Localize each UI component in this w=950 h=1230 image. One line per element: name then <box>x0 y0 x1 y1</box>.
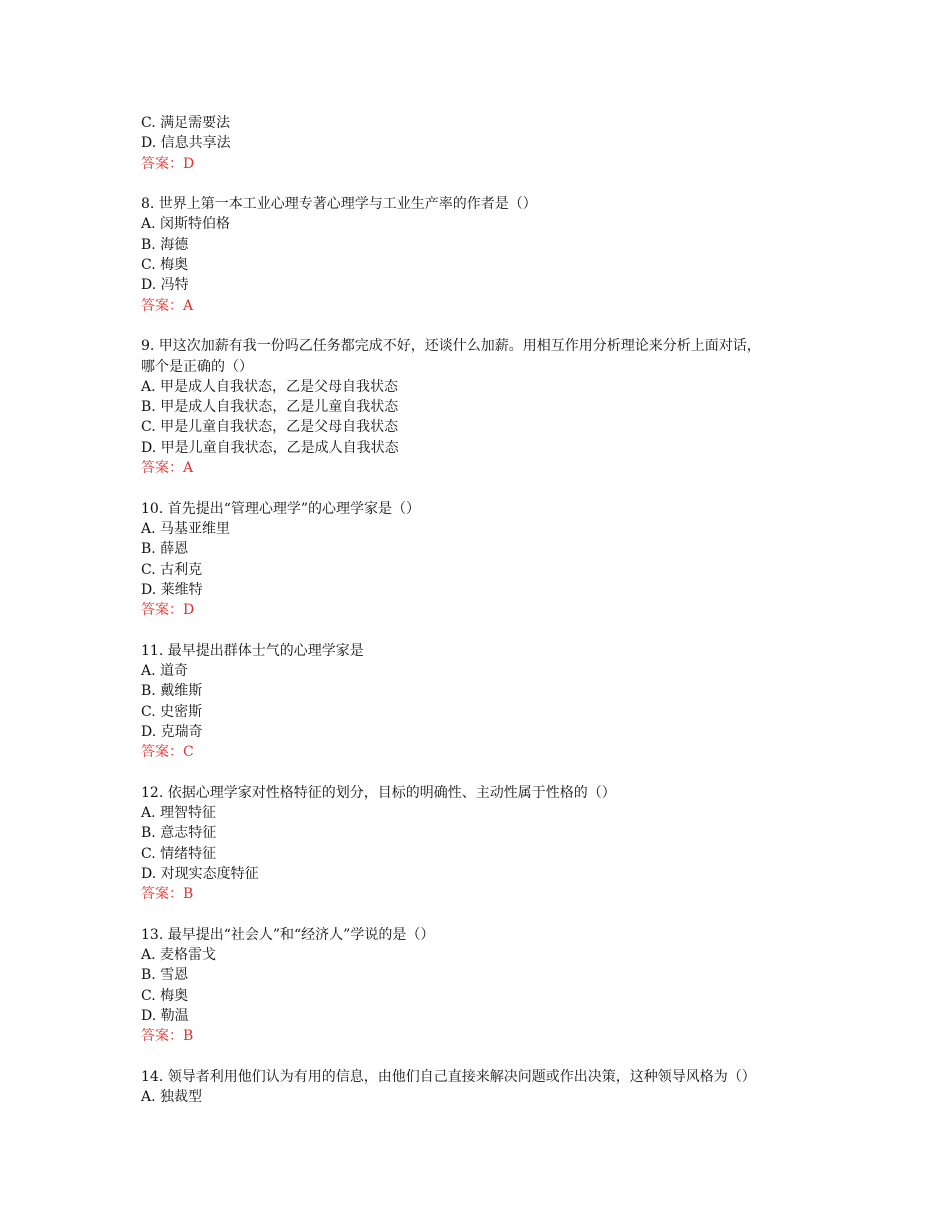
question-text: 9. 甲这次加薪有我一份吗乙任务都完成不好，还谈什么加薪。用相互作用分析理论来分析上面对话， <box>141 338 761 355</box>
option-a: A. 道奇 <box>141 663 189 680</box>
answer-line: 答案：D <box>141 602 195 619</box>
spacer <box>141 620 831 640</box>
option-c: C. 梅奥 <box>141 257 189 274</box>
option-c: C. 甲是儿童自我状态，乙是父母自我状态 <box>141 419 399 436</box>
question-text: 12. 依据心理学家对性格特征的划分，目标的明确性、主动性属于性格的（） <box>141 784 616 801</box>
option-d: D. 莱维特 <box>141 581 203 598</box>
option-b: B. 戴维斯 <box>141 683 203 700</box>
question-11 <box>141 641 831 763</box>
option-b: B. 意志特征 <box>141 825 217 842</box>
option-d: D. 信息共享法 <box>141 135 231 152</box>
previous-question-tail <box>141 113 831 174</box>
spacer <box>141 763 831 783</box>
option-d: D. 勒温 <box>141 1008 189 1025</box>
question-8 <box>141 194 831 316</box>
question-text-continued: 哪个是正确的（） <box>141 358 253 375</box>
option-d: D. 对现实态度特征 <box>141 865 259 882</box>
spacer <box>141 174 831 194</box>
option-b: B. 甲是成人自我状态，乙是儿童自我状态 <box>141 399 399 416</box>
question-10 <box>141 499 831 621</box>
spacer <box>141 316 831 336</box>
question-text: 13. 最早提出“社会人”和“经济人”学说的是（） <box>141 926 435 943</box>
question-14 <box>141 1067 831 1108</box>
document-page <box>141 113 831 1108</box>
spacer <box>141 478 831 498</box>
spacer <box>141 1047 831 1067</box>
spacer <box>141 905 831 925</box>
option-d: D. 甲是儿童自我状态，乙是成人自我状态 <box>141 439 399 456</box>
option-c: C. 史密斯 <box>141 703 203 720</box>
option-d: D. 克瑞奇 <box>141 723 203 740</box>
option-a: A. 甲是成人自我状态，乙是父母自我状态 <box>141 378 399 395</box>
option-a: A. 理智特征 <box>141 805 217 822</box>
option-c: C. 情绪特征 <box>141 845 217 862</box>
answer-line: 答案：C <box>141 744 194 761</box>
question-text: 11. 最早提出群体士气的心理学家是 <box>141 642 364 659</box>
option-c: C. 梅奥 <box>141 987 189 1004</box>
question-text: 14. 领导者利用他们认为有用的信息，由他们自己直接来解决问题或作出决策，这种领导风格为（） <box>141 1068 756 1085</box>
answer-line: 答案：A <box>141 297 194 314</box>
answer-line: 答案：A <box>141 460 194 477</box>
option-b: B. 雪恩 <box>141 967 189 984</box>
option-a: A. 闵斯特伯格 <box>141 216 231 233</box>
question-12 <box>141 783 831 905</box>
option-d: D. 冯特 <box>141 277 189 294</box>
option-a: A. 麦格雷戈 <box>141 947 217 964</box>
answer-line: 答案：B <box>141 1028 194 1045</box>
option-a: A. 马基亚维里 <box>141 520 231 537</box>
option-a: A. 独裁型 <box>141 1089 203 1106</box>
question-13 <box>141 925 831 1047</box>
option-b: B. 海德 <box>141 236 189 253</box>
question-text: 8. 世界上第一本工业心理专著心理学与工业生产率的作者是（） <box>141 196 537 213</box>
option-c: C. 满足需要法 <box>141 115 231 131</box>
option-c: C. 古利克 <box>141 561 203 578</box>
question-9 <box>141 336 831 478</box>
answer-line: 答案：B <box>141 886 194 903</box>
answer-line: 答案：D <box>141 155 195 172</box>
option-b: B. 薛恩 <box>141 541 189 558</box>
question-text: 10. 首先提出“管理心理学”的心理学家是（） <box>141 500 421 517</box>
